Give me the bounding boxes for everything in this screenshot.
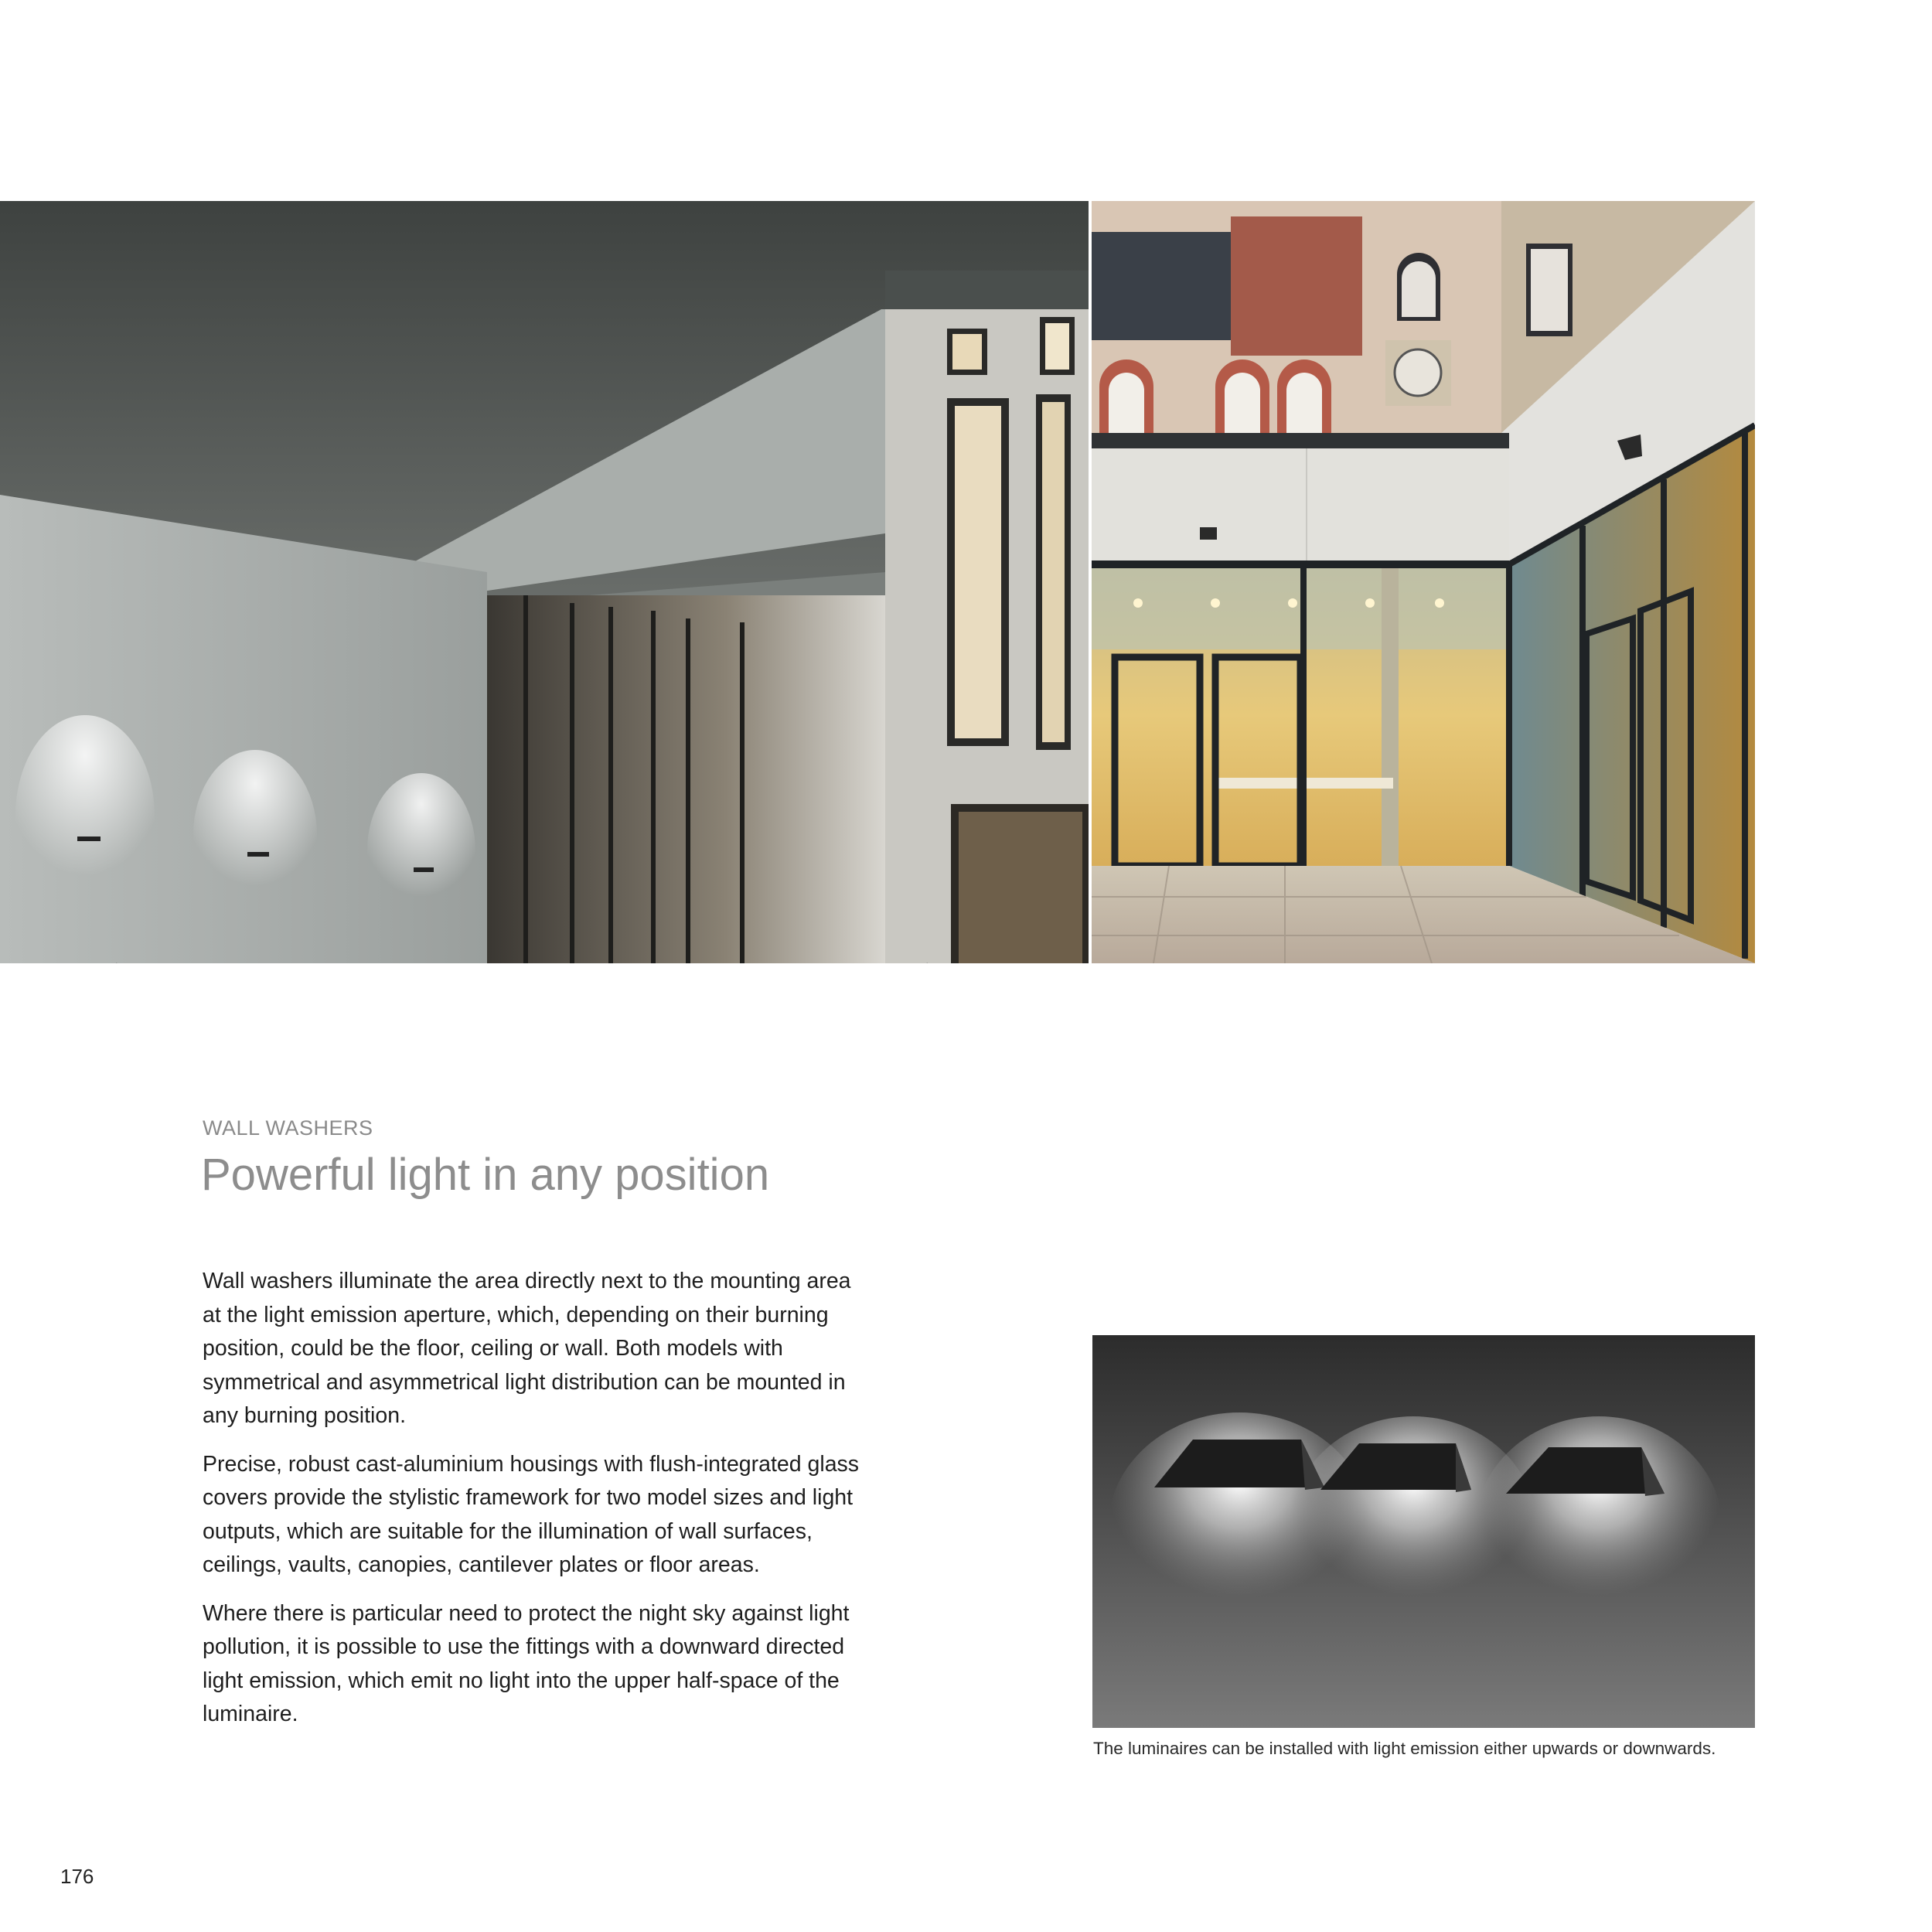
photo-glass-courtyard [1092,201,1755,963]
body-text [203,1265,867,1746]
body-paragraph: Precise, robust cast-aluminium housings with flush-integrated glass covers provide the stylistic framework for two model sizes and light outputs, which are suitable for the illumination of wall surfaces, ceilings, vaults, canopies, cantilever plates or floor areas. [203,1451,860,1577]
body-paragraph: Wall washers illuminate the area directly next to the mounting area at the light emission aperture, which, depending on their burning position, could be the floor, ceiling or wall. Both models with symmetrical and asymmetrical light distribution can be mounted in any burning position. [203,1269,851,1428]
figure-caption: The luminaires can be installed with light emission either upwards or downwards. [1093,1739,1716,1758]
page-number: 176 [60,1865,94,1888]
section-headline: Powerful light in any position [201,1150,770,1200]
photo-luminaires [1092,1335,1755,1728]
body-paragraph: Where there is particular need to protect the night sky against light pollution, it is possible to use the fittings with a downward directed light emission, which emit no light into the upper half-space of the luminaire. [203,1600,850,1726]
photo-concrete-plaza [0,201,1089,963]
section-eyebrow: WALL WASHERS [203,1116,373,1140]
